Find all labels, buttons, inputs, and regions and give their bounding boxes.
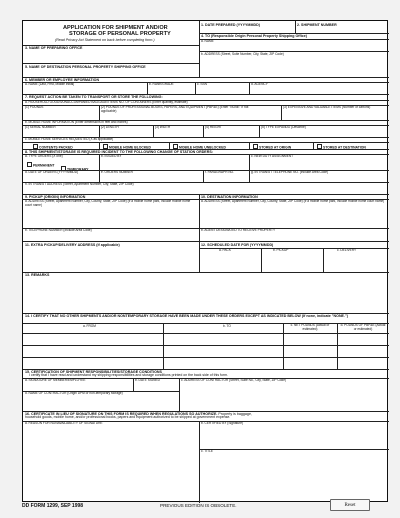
field-7b3-label: (3) WIDTH — [155, 125, 171, 129]
field-7a3-label: (3) EXPENSIVE AND VALUABLE ITEMS (Number of cartons) — [283, 105, 371, 109]
field-6-label: 6. MEMBER OR EMPLOYEE INFORMATION — [25, 78, 100, 82]
form-title-line2: STORAGE OF PERSONAL PROPERTY — [69, 31, 171, 37]
field-10-label: 10. DESTINATION INFORMATION — [201, 195, 258, 199]
field-12a-label: a. PACK — [219, 248, 231, 252]
field-9b-label: b. TELEPHONE NUMBER (Include Area Code) — [25, 228, 92, 232]
field-7a-label: a. HOUSEHOLD GOODS/UNACCOMPANIED BAGGAGE/ITEMS NO. OF CONTAINERS (Enter quantity, estimate) — [25, 100, 188, 104]
preparing-office-input[interactable] — [24, 50, 198, 61]
member-signature-input[interactable] — [24, 383, 132, 390]
field-10b-label: b. AGENT DESIGNATED TO RECEIVE PROPERTY — [201, 228, 276, 232]
field-8c-label: c. NEW DUTY ASSIGNMENT — [251, 154, 294, 158]
checkbox-permanent[interactable]: PERMANENT — [25, 162, 54, 168]
field-7a2-label: (2) POUNDS OF PROFESSIONAL BOOKS, PAPERS, AND EQUIPMENT (PBP&E) (Enter "NONE" if not applicable) — [101, 105, 249, 113]
previous-edition-note: PREVIOUS EDITION IS OBSOLETE. — [160, 503, 237, 508]
member-name-input[interactable] — [24, 87, 146, 93]
field-3-label: 3. NAME OF PREPARING OFFICE — [25, 46, 83, 50]
form-instructions: (Read Privacy Act Statement on back before completing form.) — [55, 38, 155, 42]
field-13-label: 13. REMARKS — [25, 273, 50, 277]
field-7b2-label: (2) LENGTH — [101, 125, 119, 129]
field-9-label: 9. PICKUP (ORIGIN) INFORMATION — [25, 195, 86, 199]
field-4b-label: b. ADDRESS (Street, Suite Number, City, State, ZIP Code) — [201, 52, 284, 56]
field-5-label: 5. NAME OF DESTINATION PERSONAL PROPERTY SHIPPING OFFICE — [25, 65, 146, 69]
field-7a1-label: (1) POUNDS — [25, 105, 44, 109]
field-4-label: 4. TO (Responsible Origin Personal Property Shipping Office) — [201, 34, 307, 38]
field-7b4-label: (4) HEIGHT — [205, 125, 222, 129]
field-8d-label: d. DATE OF ORDERS (YYYYMMDD) — [25, 170, 79, 174]
checkbox-stored-at-destination[interactable]: STORED AT DESTINATION — [315, 144, 366, 150]
field-15b-label: b. DATE SIGNED — [135, 378, 160, 382]
field-16a-label: a. REASON FOR NONAVAILABILITY OF SIGNATURE — [25, 421, 103, 425]
field-15a-label: a. SIGNATURE OF MEMBER/EMPLOYEE — [25, 378, 86, 382]
field-9a-label: a. ADDRESS (Street, Apartment Number, City, County, State, ZIP Code) (If a mobile home park, include mobile home court name) — [25, 199, 191, 207]
pickup-address-input[interactable] — [24, 209, 198, 227]
field-12b-label: b. PICKUP — [273, 248, 289, 252]
field-7-label: 7. REQUEST ACTION BE TAKEN TO TRANSPORT OR STORE THE FOLLOWING: — [25, 95, 163, 99]
field-15d-label: d. NAME OF CONTRACTOR (Origin DPM or non-temporary storage) — [25, 391, 123, 395]
field-8-label: 8. THIS SHIPMENT/STORAGE IS REQUIRED INCIDENT TO THE FOLLOWING CHANGE OF STATION ORDERS: — [25, 150, 213, 154]
field-12-label: 12. SCHEDULED DATE FOR (YYYYMMDD) — [201, 243, 274, 247]
field-16-label: 16. CERTIFICATE IN LIEU OF SIGNATURE ON THIS FORM IS REQUIRED WHEN REGULATIONS SO AUTHORIZE. Property is baggage, — [25, 412, 252, 416]
field-6c-label: c. SSN — [197, 82, 207, 86]
checkbox-stored-at-origin[interactable]: STORED AT ORIGIN — [251, 144, 291, 150]
field-10a-label: a. ADDRESS (Street, Apartment Number, City, County, State, ZIP Code) (If a mobile home park, include mobile home court name) — [201, 199, 385, 203]
field-7c-label: c. MOBILE HOME SERVICES REQUESTED (X as applicable) — [25, 137, 114, 141]
field-15c-label: c. ADDRESS OF CONTRACTOR (Street, Suite No., City, State, ZIP Code) — [181, 378, 287, 382]
checkbox-mobile-home-blocked[interactable]: MOBILE HOME BLOCKED — [101, 144, 151, 150]
field-14a-label: a. FROM — [83, 324, 96, 328]
form-number: DD FORM 1299, SEP 1998 — [22, 503, 84, 509]
dd-form-1299 — [22, 20, 388, 502]
field-8b-label: b. ISSUED BY — [101, 154, 122, 158]
field-12c-label: c. DELIVERY — [337, 248, 357, 252]
field-14b-label: b. TO — [223, 324, 231, 328]
field-8h-label: h. IN TRANSIT ADDRESS (Street, Apartment Number, City, State, ZIP Code) — [25, 182, 134, 186]
field-16c-label: c. TITLE — [201, 449, 213, 453]
field-7b5-label: (5) TYPE EXPANDO (Describe) — [261, 125, 306, 129]
field-15-text: I certify that I have read and understand my shipping responsibilities and storage conditions printed on the back side of this form. — [29, 373, 229, 377]
field-16b-label: b. CERTIFIED BY (Signature) — [201, 421, 244, 425]
field-11-label: 11. EXTRA PICKUP/DELIVERY ADDRESS (If applicable) — [25, 243, 120, 247]
form-title-line1: APPLICATION FOR SHIPMENT AND/OR — [63, 25, 168, 31]
field-14-label: 14. I CERTIFY THAT NO OTHER SHIPMENTS AND/OR NONTEMPORARY STORAGE HAVE BEEN MADE UNDER THESE ORDERS EXCEPT AS INDICATED BELOW (If none, indicate "NONE.") — [25, 314, 348, 318]
nonavailability-reason-input[interactable] — [24, 427, 198, 501]
field-7b-label: b. MOBILE HOME INFORMATION (Enter dimensions in feet and inches) — [25, 120, 128, 124]
checkbox-contents-packed[interactable]: CONTENTS PACKED — [31, 144, 73, 150]
field-4a-label: a. NAME — [201, 39, 214, 43]
in-transit-address-input[interactable] — [24, 187, 388, 193]
field-16-text: household goods, mobile home, and/or professional books, papers and equipment authorized to be shipped at government expense. — [25, 415, 231, 419]
field-8g-label: g. IN TRANSIT TELEPHONE NO. (Include Area Code) — [251, 170, 329, 174]
field-8e-label: e. ORDERS NUMBER — [101, 170, 133, 174]
to-name-input[interactable] — [200, 44, 388, 50]
destination-address-input[interactable] — [200, 209, 388, 227]
field-7b1-label: (1) SERIAL NUMBER — [25, 125, 56, 129]
field-8f-label: f. PARAGRAPH NO. — [205, 170, 234, 174]
field-8a-label: a. TYPE ORDERS (X one) — [25, 154, 63, 158]
field-2-label: 2. SHIPMENT NUMBER — [297, 23, 337, 27]
remarks-input[interactable] — [24, 278, 388, 312]
field-15-label: 15. CERTIFICATION OF SHIPMENT RESPONSIBILITIES/STORAGE CONDITIONS — [25, 370, 162, 374]
field-1-label: 1. DATE PREPARED (YYYYMMDD) — [201, 23, 260, 27]
field-14d-label: d. POUNDS OF PBP&E (Actual or estimated) — [340, 323, 386, 331]
field-6a-label: a. NAME (Last, First, Middle Initial) — [25, 82, 75, 86]
to-address-input[interactable] — [200, 57, 388, 76]
field-14c-label: c. NET POUNDS (Actual or estimated) — [290, 323, 330, 331]
field-6b-label: b. RANK/GRADE — [149, 82, 174, 86]
checkbox-mobile-home-unblocked[interactable]: MOBILE HOME UNBLOCKED — [171, 144, 226, 150]
field-6d-label: d. AGENCY — [251, 82, 268, 86]
reset-button[interactable]: Reset — [330, 499, 370, 511]
checkbox-temporary[interactable]: TEMPORARY — [59, 166, 89, 172]
